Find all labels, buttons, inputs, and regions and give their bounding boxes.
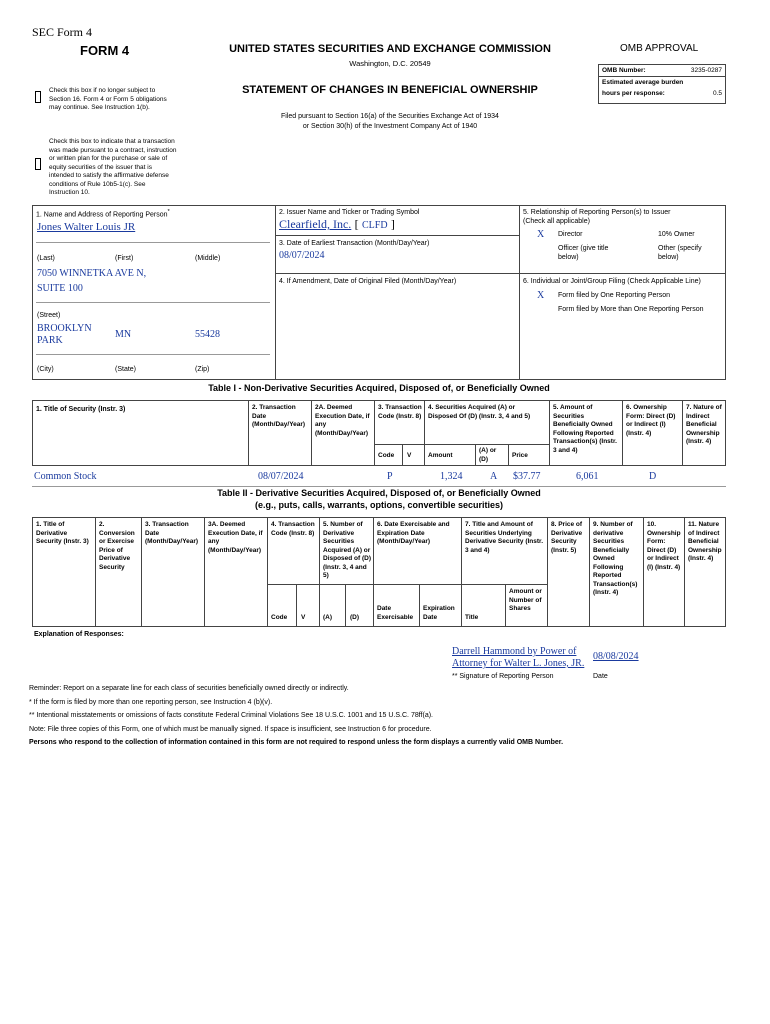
t2-h-nature: 11. Nature of Indirect Beneficial Ownership (Instr. 4): [688, 521, 722, 562]
no-longer-subject-checkbox[interactable]: [35, 91, 41, 103]
issuer-ticker: CLFD: [362, 220, 388, 231]
omb-burden-label: Estimated average burden: [602, 79, 684, 86]
t2-h-price: 2. Conversion or Exercise Price of Derivative Security: [99, 521, 135, 571]
reminder-text: Reminder: Report on a separate line for each class of securities beneficially owned directly or indirectly.: [29, 685, 349, 692]
t2-h-exercisable: 6. Date Exercisable and Expiration Date (Month/Day/Year): [377, 521, 450, 545]
t1-h-deemed: 2A. Deemed Execution Date, if any (Month/Day/Year): [315, 404, 370, 437]
filed-line-1: Filed pursuant to Section 16(a) of the Securities Exchange Act of 1934: [281, 113, 499, 120]
t1-cell-form: D: [649, 471, 657, 482]
t2-sub-a: (A): [323, 614, 333, 621]
reporting-person-label: 1. Name and Address of Reporting Person*: [36, 209, 170, 219]
issuer-name[interactable]: Clearfield, Inc.: [279, 217, 352, 231]
t2-h-form: 10. Ownership Form: Direct (D) or Indirect (I) (Instr. 4): [647, 521, 681, 571]
amendment-label: 4. If Amendment, Date of Original Filed (Month/Day/Year): [279, 278, 457, 285]
one-person-mark[interactable]: X: [537, 290, 545, 301]
address-line-1: 7050 WINNETKA AVE N,: [37, 268, 147, 279]
note-copies: Note: File three copies of this Form, one of which must be manually signed. If space is insufficient, see Instruction 6 for procedure.: [29, 726, 432, 733]
t2-sub-code: Code: [271, 614, 288, 621]
note-asterisk: * If the form is filed by more than one reporting person, see Instruction 4 (b)(v).: [29, 699, 273, 706]
omb-hours-label: hours per response:: [602, 90, 665, 97]
t2-h-deemed: 3A. Deemed Execution Date, if any (Month/Day/Year): [208, 521, 263, 554]
one-person-label: Form filed by One Reporting Person: [558, 292, 671, 299]
ten-pct-owner-label: 10% Owner: [658, 231, 695, 238]
t1-h-nature: 7. Nature of Indirect Beneficial Ownership (Instr. 4): [686, 404, 722, 445]
reporting-person-name[interactable]: Jones Walter Louis JR: [37, 221, 136, 233]
t2-sub-v: V: [301, 614, 306, 621]
check-applicable: (Check all applicable): [523, 218, 590, 225]
first-label: (First): [115, 255, 134, 262]
issuer-label: 2. Issuer Name and Ticker or Trading Symbol: [279, 209, 420, 216]
signature: Darrell Hammond by Power of Attorney for Walter L. Jones, JR.: [452, 646, 585, 669]
omb-number-label: OMB Number:: [602, 67, 646, 74]
director-mark[interactable]: X: [537, 229, 545, 240]
more-person-label: Form filed by More than One Reporting Person: [558, 306, 704, 313]
t2-sub-d: (D): [350, 614, 360, 621]
statement-title: STATEMENT OF CHANGES IN BENEFICIAL OWNERSHIP: [242, 84, 538, 96]
t1-cell-title: Common Stock: [34, 471, 97, 482]
rule-10b5-text: Check this box to indicate that a transaction was made pursuant to a contract, instruction or written plan for the purchase or sale of equity securities of the issuer that is intended to satisfy the affirmative defense conditions of Rule 10b5-1(c). See Instruction 10.: [49, 138, 177, 196]
note-double-asterisk: ** Intentional misstatements or omissions of facts constitute Federal Criminal Violations See 18 U.S.C. 1001 and 15 U.S.C. 78ff(a).: [29, 712, 433, 719]
earliest-transaction-date: 08/07/2024: [279, 250, 325, 261]
city-value: BROOKLYN PARK: [37, 323, 92, 346]
t1-h-code: 3. Transaction Code (Instr. 8): [378, 404, 422, 420]
city-label: (City): [37, 366, 54, 373]
no-longer-subject-text: Check this box if no longer subject to Section 16. Form 4 or Form 5 obligations may continue. See Instruction 1(b).: [49, 87, 167, 111]
state-label: (State): [115, 366, 137, 373]
omb-hours-value: 0.5: [712, 90, 722, 97]
t2-sub-exercisable: Date Exercisable: [377, 605, 414, 621]
filed-line-2: or Section 30(h) of the Investment Company Act of 1940: [302, 123, 478, 130]
t2-h-code: 4. Transaction Code (Instr. 8): [271, 521, 315, 537]
t2-h-deriv-price: 8. Price of Derivative Security (Instr. 5): [551, 521, 583, 554]
t1-h-owned: 5. Amount of Securities Beneficially Owned Following Reported Transaction(s) (Instr. 3 and 4): [553, 404, 617, 454]
t1-sub-v: V: [407, 452, 412, 459]
t1-cell-code: P: [387, 471, 393, 482]
t1-sub-code: Code: [378, 452, 395, 459]
explanation-label: Explanation of Responses:: [34, 631, 124, 638]
t1-sub-amount: Amount: [428, 452, 453, 459]
t1-h-form: 6. Ownership Form: Direct (D) or Indirect (I) (Instr. 4): [626, 404, 676, 437]
officer-label: Officer (give title below): [558, 245, 609, 261]
zip-label: (Zip): [195, 366, 210, 373]
form-title: FORM 4: [80, 43, 130, 58]
table1-title: Table I - Non-Derivative Securities Acquired, Disposed of, or Beneficially Owned: [208, 383, 550, 393]
last-label: (Last): [37, 255, 55, 262]
table-row: [32, 468, 726, 486]
t2-h-underlying: 7. Title and Amount of Securities Underlying Derivative Security (Instr. 3 and 4): [465, 521, 544, 554]
other-label: Other (specify below): [658, 245, 702, 261]
t1-h-date: 2. Transaction Date (Month/Day/Year): [252, 404, 306, 428]
zip-value: 55428: [195, 329, 220, 340]
director-label: Director: [558, 231, 583, 238]
t1-sub-aord: (A) or (D): [479, 447, 497, 463]
agency-city: Washington, D.C. 20549: [349, 59, 431, 68]
t1-cell-price: $37.77: [513, 471, 541, 482]
table2-title: Table II - Derivative Securities Acquired, Disposed of, or Beneficially Owned: [217, 488, 541, 498]
address-line-2: SUITE 100: [37, 283, 83, 294]
t2-h-owned: 9. Number of derivative Securities Beneficially Owned Following Reported Transaction(s) (Instr. 4): [593, 521, 638, 596]
agency-title: UNITED STATES SECURITIES AND EXCHANGE COMMISSION: [229, 43, 551, 55]
t2-h-date: 3. Transaction Date (Month/Day/Year): [145, 521, 199, 545]
t2-sub-expiration: Expiration Date: [423, 605, 455, 621]
t1-cell-aord: A: [490, 471, 498, 482]
t1-sub-price: Price: [512, 452, 528, 459]
t1-cell-amount: 1,324: [440, 471, 463, 482]
t1-cell-date: 08/07/2024: [258, 471, 304, 482]
rule-10b5-checkbox[interactable]: [35, 158, 41, 170]
middle-label: (Middle): [195, 255, 221, 262]
t2-h-number: 5. Number of Derivative Securities Acquired (A) or Disposed of (D) (Instr. 3, 4 and 5): [323, 521, 372, 579]
t1-h-title: 1. Title of Security (Instr. 3): [36, 406, 126, 413]
omb-notice: Persons who respond to the collection of information contained in this form are not required to respond unless the form displays a currently valid OMB Number.: [29, 739, 564, 746]
t2-h-title: 1. Title of Derivative Security (Instr. 3): [36, 521, 89, 545]
issuer-name-row: Clearfield, Inc. [ CLFD ]: [279, 217, 395, 231]
t1-cell-owned: 6,061: [576, 471, 599, 482]
t2-sub-title: Title: [465, 614, 479, 621]
date-label: Date: [593, 673, 608, 680]
signature-date: 08/08/2024: [593, 651, 639, 662]
street-label: (Street): [37, 312, 61, 319]
earliest-transaction-label: 3. Date of Earliest Transaction (Month/Day/Year): [279, 240, 430, 247]
form-caption: SEC Form 4: [32, 25, 93, 39]
t2-sub-amount: Amount or Number of Shares: [509, 588, 542, 612]
omb-number-value: 3235-0287: [690, 67, 722, 74]
table2-subtitle: (e.g., puts, calls, warrants, options, convertible securities): [254, 500, 504, 510]
filing-type-label: 6. Individual or Joint/Group Filing (Check Applicable Line): [523, 278, 701, 285]
state-value: MN: [115, 329, 132, 340]
relationship-label: 5. Relationship of Reporting Person(s) to Issuer: [523, 209, 671, 216]
signature-label: ** Signature of Reporting Person: [452, 673, 554, 680]
t1-h-securities: 4. Securities Acquired (A) or Disposed Of (D) (Instr. 3, 4 and 5): [428, 404, 531, 420]
omb-title: OMB APPROVAL: [620, 43, 699, 54]
